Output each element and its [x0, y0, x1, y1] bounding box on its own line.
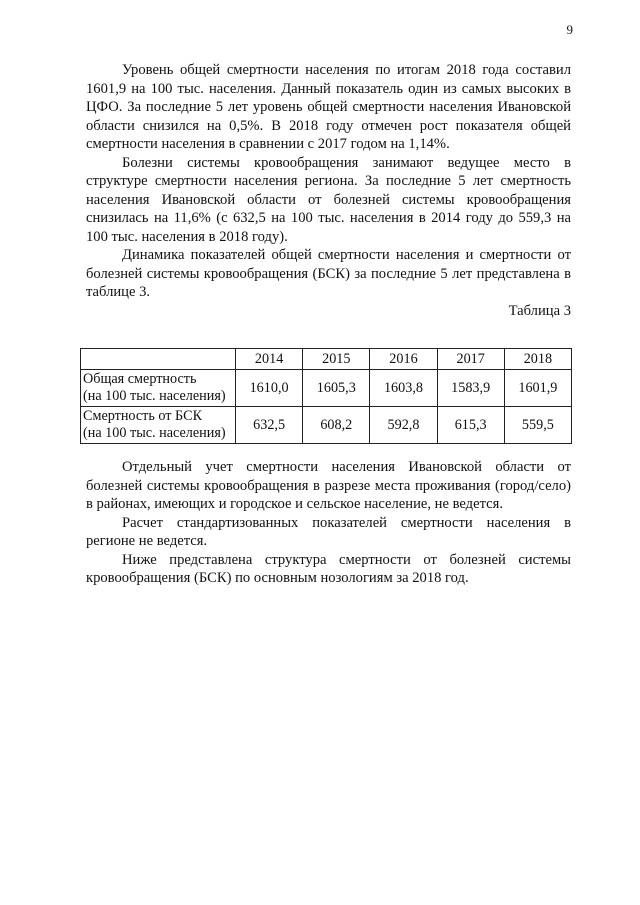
- page-number: 9: [566, 22, 573, 37]
- table-cell: 1605,3: [303, 370, 370, 407]
- table-cell: 1610,0: [236, 370, 303, 407]
- table-header-row: [81, 349, 572, 370]
- table-cell: 632,5: [236, 407, 303, 444]
- table-cell: 1601,9: [504, 370, 571, 407]
- body-text-top: [86, 61, 571, 302]
- paragraph-standardized-rates: Расчет стандартизованных показателей смертности населения в регионе не ведется.: [86, 514, 571, 549]
- table-cell: 1603,8: [370, 370, 437, 407]
- table-header-year: 2014: [236, 349, 303, 370]
- row-label-line: Общая смертность: [83, 371, 197, 387]
- table-header-year: 2016: [370, 349, 437, 370]
- table-header-year: 2017: [437, 349, 504, 370]
- row-label-line: (на 100 тыс. населения): [83, 425, 226, 441]
- table-cell: 608,2: [303, 407, 370, 444]
- table-header-year: 2018: [504, 349, 571, 370]
- row-label-line: Смертность от БСК: [83, 408, 203, 424]
- table-cell: 615,3: [437, 407, 504, 444]
- paragraph-structure-intro: Ниже представлена структура смертности от болезней системы кровообращения (БСК) по основным нозологиям за 2018 год.: [86, 551, 571, 586]
- row-label-general-mortality: [81, 370, 236, 407]
- table-corner-cell: [81, 349, 236, 370]
- table-cell: 1583,9: [437, 370, 504, 407]
- row-label-bsk-mortality: [81, 407, 236, 444]
- body-text-bottom: [86, 458, 571, 588]
- paragraph-residence-accounting: Отдельный учет смертности населения Ивановской области от болезней системы кровообращения в разрезе места проживания (город/село) в районах, имеющих и городское и сельское население, не ведется.: [86, 459, 571, 512]
- table-cell: 592,8: [370, 407, 437, 444]
- table-caption: Таблица 3: [508, 303, 571, 319]
- table-header-year: 2015: [303, 349, 370, 370]
- table-cell: 559,5: [504, 407, 571, 444]
- table-row: [81, 407, 572, 444]
- row-label-line: (на 100 тыс. населения): [83, 388, 226, 404]
- mortality-table: [80, 348, 572, 444]
- table-row: [81, 370, 572, 407]
- paragraph-circulatory-diseases: Болезни системы кровообращения занимают ведущее место в структуре смертности населения региона. За последние 5 лет смертность населения Ивановской области от болезней системы кровообращения снизилась на 11,6% (с 632,5 на 100 тыс. населения в 2014 году до 559,3 на 100 тыс. населения в 2018 году).: [86, 154, 571, 245]
- paragraph-dynamics-intro: Динамика показателей общей смертности населения и смертности от болезней системы кровообращения (БСК) за последние 5 лет представлена в таблице 3.: [86, 247, 571, 300]
- paragraph-general-mortality: Уровень общей смертности населения по итогам 2018 года составил 1601,9 на 100 тыс. населения. Данный показатель один из самых высоких в ЦФО. За последние 5 лет уровень общей смертности населения Ивановской области снизился на 0,5%. В 2018 году отмечен рост показателя общей смертности населения в сравнении с 2017 годом на 1,14%.: [86, 62, 571, 152]
